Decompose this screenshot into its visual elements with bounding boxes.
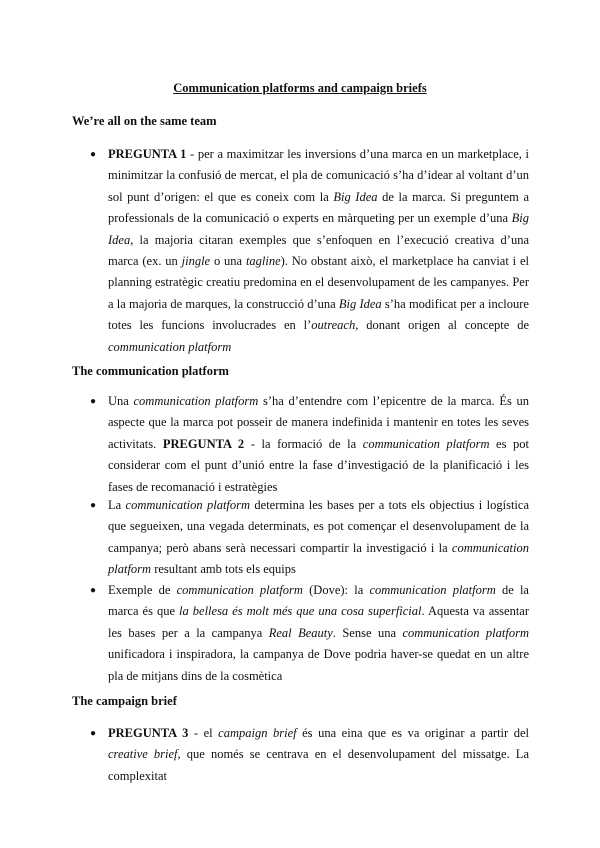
paragraph-dove-example <box>90 580 530 687</box>
italic-run: communication platform <box>108 339 232 354</box>
bold-run: PREGUNTA 2 <box>162 436 245 451</box>
paragraph-communication-platform-bases <box>90 495 529 581</box>
italic-run: communication platform <box>402 625 529 640</box>
italic-run: communication platform <box>362 436 490 451</box>
italic-run: communication platform <box>125 498 251 512</box>
section-heading-campaign-brief: The campaign brief <box>72 694 177 708</box>
italic-run: la bellesa és molt més que una cosa superficial <box>179 604 422 619</box>
paragraph-communication-platform-epicentre <box>90 391 530 498</box>
paragraph-text: Exemple de communication platform (Dove): la communication platform de la marca és que la bellesa és molt més que una cosa superficial. Aquesta va assentar les bases per a la campanya Real Beauty. Sense una communication platform unificadora i inspiradora, la campanya de Dove podria haver-se quedat en un altre pla de mitjans dins de la cosmètica <box>108 583 530 683</box>
paragraph-text: Una communication platform s’ha d’entendre com l’epicentre de la marca. És un aspecte que la marca pot posseir de manera indefinida i mantenir en totes les seves activitats. PREGUNTA 2 - la formació de la communication platform es pot considerar com el punt d’unió entre la fase d’investigació de la planificació i les fases de recomanació i estratègies <box>108 394 530 494</box>
italic-run: Real Beauty <box>268 625 333 640</box>
section-heading-communication-platform: The communication platform <box>72 364 229 378</box>
bullet-icon: ● <box>90 149 97 160</box>
italic-run: Big Idea <box>338 296 382 311</box>
bullet-icon: ● <box>90 500 97 511</box>
paragraph-pregunta-3 <box>90 723 529 787</box>
italic-run: jingle <box>181 254 211 269</box>
italic-run: communication platform <box>133 394 259 408</box>
italic-run: tagline <box>245 254 281 269</box>
paragraph-text: La communication platform determina les bases per a tots els objectius i logística que segueixen, una vegada determinats, es pot començar el desenvolupament de la campanya; però abans serà necessari compartir la investigació i la communication platform resultant amb tots els equips <box>108 498 529 577</box>
paragraph-pregunta-1 <box>90 144 529 358</box>
bullet-icon: ● <box>90 585 97 596</box>
italic-run: creative brief <box>108 747 178 762</box>
section-heading-same-team: We’re all on the same team <box>72 114 217 128</box>
italic-run: campaign brief <box>218 726 297 740</box>
paragraph-text: PREGUNTA 3 - el campaign brief és una eina que es va originar a partir del creative brief, que només se centrava en el desenvolupament del missatge. La complexitat <box>108 726 529 783</box>
bullet-icon: ● <box>90 728 97 739</box>
italic-run: communication platform <box>108 540 529 577</box>
document-title: Communication platforms and campaign briefs <box>173 81 427 95</box>
italic-run: Big Idea <box>333 189 378 204</box>
italic-run: communication platform <box>369 583 496 597</box>
italic-run: outreach <box>311 318 356 333</box>
bullet-icon: ● <box>90 396 97 407</box>
bold-run: PREGUNTA 3 <box>108 726 189 740</box>
bold-run: PREGUNTA 1 <box>108 147 187 161</box>
italic-run: communication platform <box>176 583 303 597</box>
paragraph-text: PREGUNTA 1 - per a maximitzar les inversions d’una marca en un marketplace, i minimitzar la confusió de mercat, el pla de comunicació s’ha d’idear al voltant d’un sol punt d’origen: el que es coneix com la Big Idea de la marca. Si preguntem a professionals de la comunicació o experts en màrqueting per un exemple d’una Big Idea, la majoria citaran exemples que s’enfoquen en l’execució creativa d’una marca (ex. un jingle o una tagline). No obstant això, el marketplace ha canviat i el planning estratègic creatiu predomina en el desenvolupament de les campanyes. Per a la majoria de marques, la construcció d’una Big Idea s’ha modificat per a incloure totes les funcions involucrades en l’outreach, donant origen al concepte de communication platform <box>108 147 529 354</box>
italic-run: Big Idea <box>108 211 529 247</box>
